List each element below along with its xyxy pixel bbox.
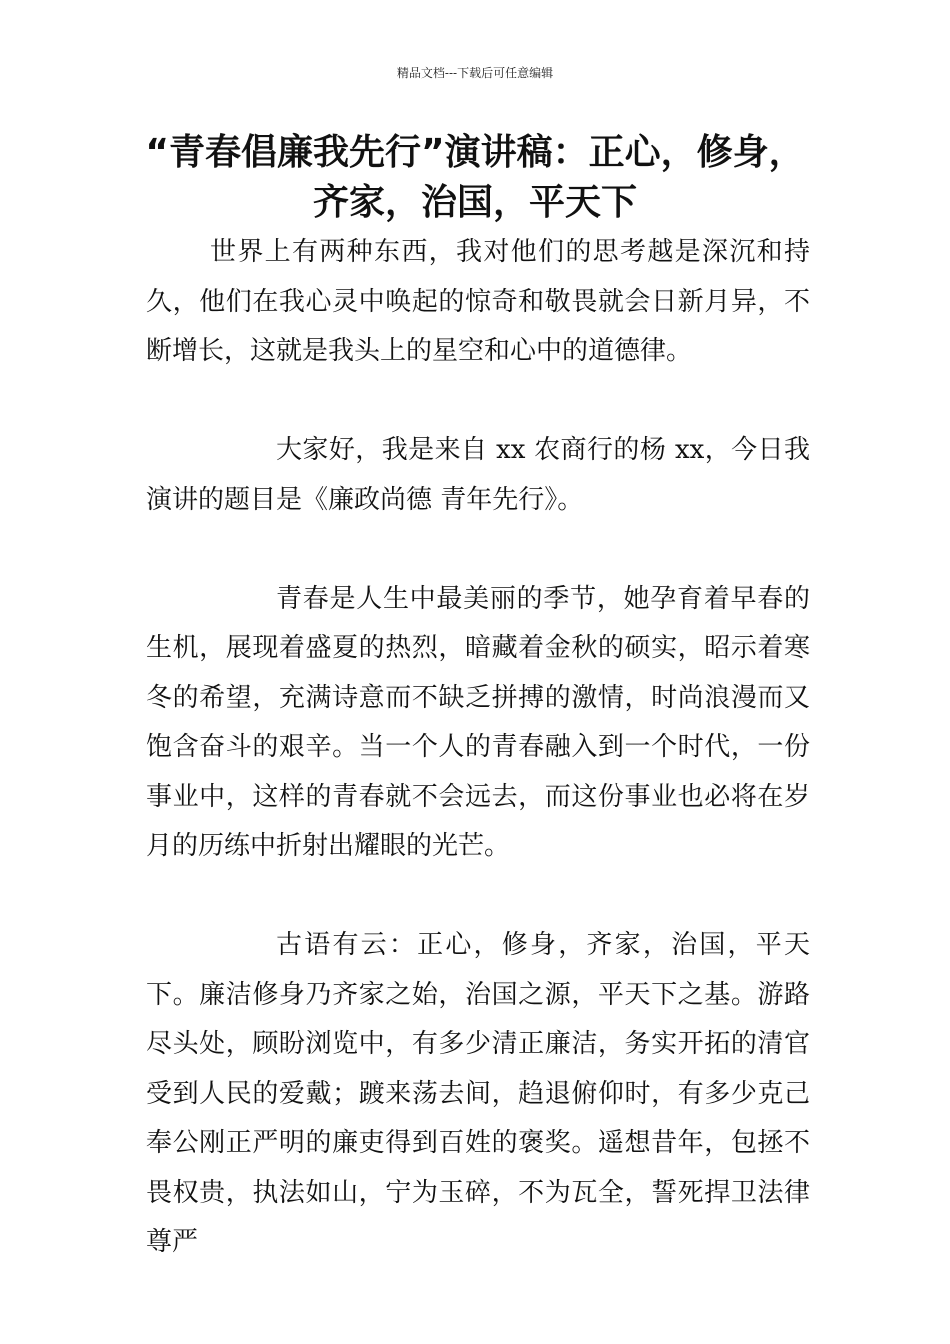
paragraph-4: 古语有云：正心，修身，齐家，治国，平天下。廉洁修身乃齐家之始，治国之源，平天下之基。游路尽头处，顾盼浏览中，有多少清正廉洁，务实开拓的清官受到人民的爱戴；踱来荡去间，趋退俯仰时，有多少克己奉公刚正严明的廉吏得到百姓的褒奖。遥想昔年，包拯不畏权贵，执法如山，宁为玉碎，不为瓦全，誓死捍卫法律尊严 [146,930,810,1257]
paragraph-2: 大家好，我是来自 xx 农商行的杨 xx，今日我演讲的题目是《廉政尚德 青年先行》。 [146,435,810,515]
document-title: “青春倡廉我先行”演讲稿：正心，修身，齐家，治国，平天下 [145,132,805,223]
paragraph-3: 青春是人生中最美丽的季节，她孕育着早春的生机，展现着盛夏的热烈，暗藏着金秋的硕实，昭示着寒冬的希望，充满诗意而不缺乏拼搏的激情，时尚浪漫而又饱含奋斗的艰辛。当一个人的青春融入到一个时代，一份事业中，这样的青春就不会远去，而这份事业也必将在岁月的历练中折射出耀眼的光芒。 [146,583,810,861]
page-header: 精品文档---下载后可任意编辑 [396,66,554,80]
document-body [146,228,810,1268]
paragraph-1: 世界上有两种东西，我对他们的思考越是深沉和持久，他们在我心灵中唤起的惊奇和敬畏就会日新月异，不断增长，这就是我头上的星空和心中的道德律。 [146,237,810,366]
